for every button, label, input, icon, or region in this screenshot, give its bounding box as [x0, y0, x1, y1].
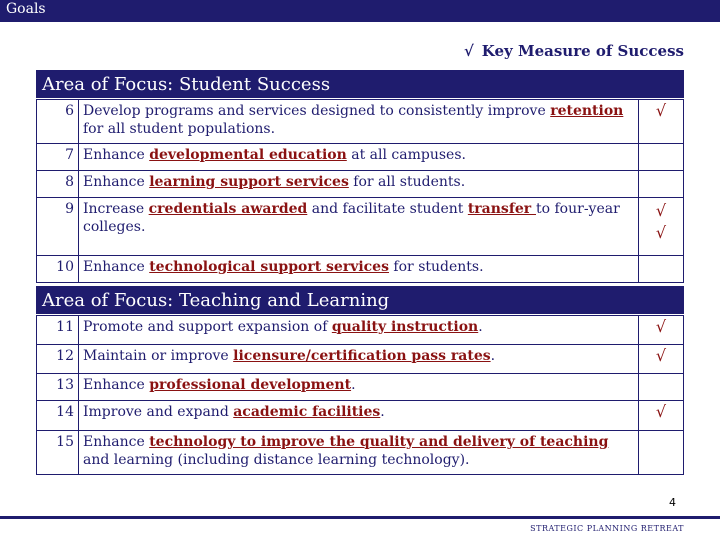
- key-term: learning support services: [149, 174, 349, 190]
- goal-number: 7: [37, 144, 79, 171]
- key-term: licensure/certification pass rates: [233, 348, 491, 364]
- key-term: technology to improve the quality and delivery of teaching: [149, 434, 609, 450]
- check-icon: √: [463, 42, 474, 60]
- title-bar: [0, 0, 720, 22]
- table-row: [37, 256, 684, 283]
- check-icon: √: [639, 100, 684, 144]
- table-row: [37, 401, 684, 431]
- check-cell: [639, 431, 684, 475]
- goal-number: 15: [37, 431, 79, 475]
- key-term: credentials awarded: [148, 201, 308, 217]
- check-cell: [639, 374, 684, 401]
- page-title: Goals: [6, 1, 46, 17]
- goals-table-student-success: [36, 99, 684, 283]
- goal-number: 12: [37, 345, 79, 374]
- table-row: [37, 374, 684, 401]
- key-term: developmental education: [149, 147, 347, 163]
- section-title: Area of Focus: Teaching and Learning: [42, 290, 390, 311]
- key-term: professional development: [149, 377, 352, 393]
- goal-text: Enhance technological support services for students.: [79, 256, 639, 283]
- key-term: retention: [550, 103, 624, 119]
- check-icon: √: [639, 401, 684, 431]
- goal-text: Increase credentials awarded and facilitate student transfer to four-year colleges.: [79, 198, 639, 256]
- goal-number: 6: [37, 100, 79, 144]
- check-cell: [639, 144, 684, 171]
- check-cell: [639, 171, 684, 198]
- key-term: quality instruction: [331, 319, 479, 335]
- check-icon: √: [639, 345, 684, 374]
- page-number: 4: [669, 496, 676, 509]
- goal-number: 10: [37, 256, 79, 283]
- goal-number: 9: [37, 198, 79, 256]
- check-cell: [639, 198, 684, 256]
- table-row: [37, 316, 684, 345]
- table-row: [37, 198, 684, 256]
- table-row: [37, 100, 684, 144]
- check-icon: √: [655, 223, 667, 242]
- check-icon: √: [655, 201, 667, 220]
- goal-text: Promote and support expansion of quality instruction.: [79, 316, 639, 345]
- legend-label: Key Measure of Success: [481, 42, 684, 60]
- goal-text: Enhance technology to improve the quality and delivery of teaching and learning (including distance learning technology).: [79, 431, 639, 475]
- key-term: technological support services: [149, 259, 389, 275]
- legend: [464, 42, 684, 60]
- section-title: Area of Focus: Student Success: [42, 74, 331, 95]
- goals-table-teaching-learning: [36, 315, 684, 475]
- key-term: transfer: [467, 201, 536, 217]
- key-term: academic facilities: [233, 404, 381, 420]
- goal-text: Develop programs and services designed to consistently improve retention for all student populations.: [79, 100, 639, 144]
- table-row: [37, 144, 684, 171]
- goal-text: Enhance developmental education at all campuses.: [79, 144, 639, 171]
- goal-number: 8: [37, 171, 79, 198]
- goal-text: Improve and expand academic facilities.: [79, 401, 639, 431]
- table-row: [37, 171, 684, 198]
- goal-number: 11: [37, 316, 79, 345]
- check-icon: √: [639, 316, 684, 345]
- footer-divider: [0, 516, 720, 519]
- table-row: [37, 431, 684, 475]
- goal-text: Enhance learning support services for all students.: [79, 171, 639, 198]
- goal-text: Enhance professional development.: [79, 374, 639, 401]
- goal-number: 14: [37, 401, 79, 431]
- section-header-teaching-learning: [36, 286, 684, 314]
- footer-label: STRATEGIC PLANNING RETREAT: [530, 524, 684, 533]
- check-cell: [639, 256, 684, 283]
- goal-text: Maintain or improve licensure/certification pass rates.: [79, 345, 639, 374]
- section-header-student-success: [36, 70, 684, 98]
- table-row: [37, 345, 684, 374]
- goal-number: 13: [37, 374, 79, 401]
